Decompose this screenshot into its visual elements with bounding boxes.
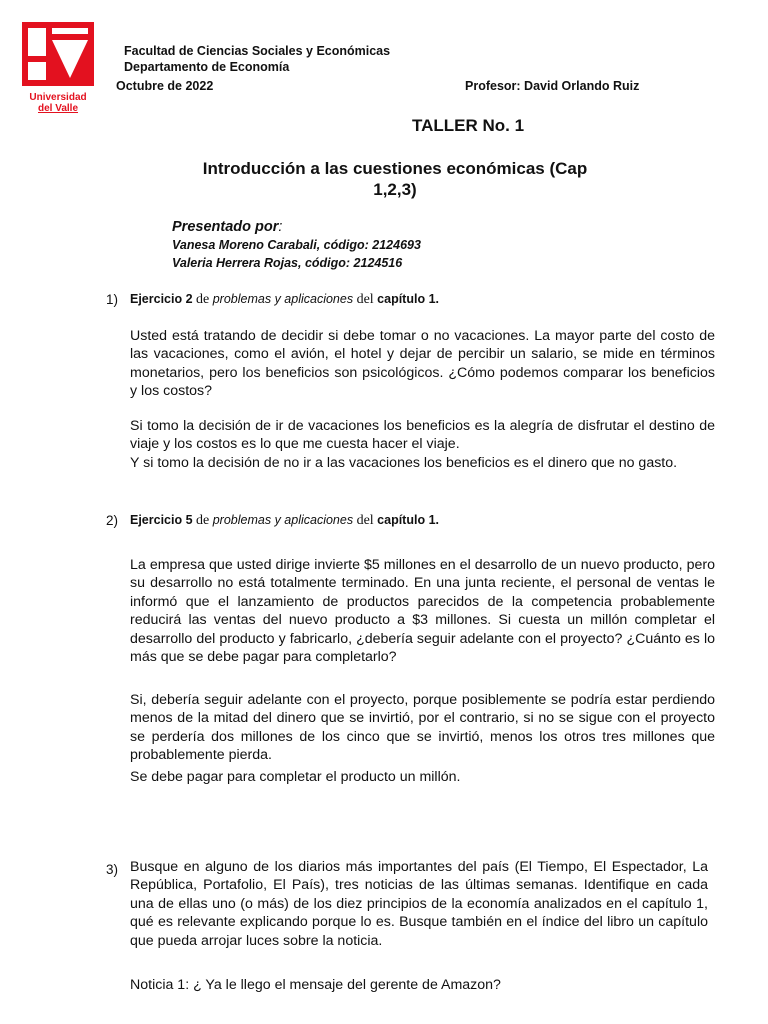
question-2-answer-line2: Se debe pagar para completar el producto un millón. [130, 768, 461, 785]
student-2: Valeria Herrera Rojas, código: 2124516 [172, 256, 403, 270]
question-1-exercise: Ejercicio 2 [130, 292, 193, 306]
question-2-source: problemas y aplicaciones [212, 513, 354, 527]
question-3-note: Noticia 1: ¿ Ya le llego el mensaje del gerente de Amazon? [130, 977, 501, 993]
question-3-number: 3) [106, 862, 119, 877]
professor-name: Profesor: David Orlando Ruiz [465, 79, 640, 93]
question-2-del: del [356, 513, 374, 528]
logo-text-line1: Universidad [29, 92, 87, 103]
question-3-prompt: Busque en alguno de los diarios más importantes del país (El Tiempo, El Espectador, La República, Portafolio, El País), tres noticias de las últimas semanas. Identifique en cada una de ellas uno (o más) de los diez principios de la economía analizados en el capítulo 1, qué es relevante explicando porque lo es. Busque también en el índice del libro un capítulo que pueda arrojar luces sobre la noticia. [130, 859, 708, 949]
faculty-name: Facultad de Ciencias Sociales y Económicas [124, 44, 391, 58]
univalle-logo-icon [22, 22, 94, 86]
question-2-answer [130, 691, 715, 786]
question-1-answer-line2: Y si tomo la decisión de no ir a las vacaciones los beneficios es el dinero que no gasto. [130, 454, 678, 471]
department-name: Departamento de Economía [124, 60, 290, 74]
page-subtitle: Introducción a las cuestiones económicas (Cap 1,2,3) [202, 159, 588, 199]
question-2-chapter: capítulo 1. [377, 513, 439, 527]
question-2-exercise: Ejercicio 5 [130, 513, 193, 527]
question-2-heading [130, 513, 439, 529]
logo-text-line2: del Valle [37, 103, 79, 114]
question-1-answer [130, 417, 715, 472]
presented-by-colon: : [278, 219, 283, 235]
question-2-answer-line1: Si, debería seguir adelante con el proyecto, porque posiblemente se podría estar perdiendo menos de la mitad del dinero que se invirtió, por el contrario, si no se sigue con el proyecto se perdería dos millones de los cinco que se invirtió, menos los otros tres millones que probablemente pierda. [130, 692, 715, 764]
question-1-number: 1) [106, 292, 119, 307]
question-1-heading [130, 292, 439, 308]
question-2-number: 2) [106, 513, 119, 528]
question-1-chapter: capítulo 1. [377, 292, 439, 306]
page-title: TALLER No. 1 [411, 116, 525, 135]
presented-by-text: Presentado por [172, 219, 279, 235]
question-2-de: de [196, 513, 210, 528]
question-2-prompt [130, 556, 715, 666]
question-1-prompt [130, 327, 715, 401]
university-logo [22, 22, 94, 114]
question-1-source: problemas y aplicaciones [212, 292, 354, 306]
question-1-prompt-text: Usted está tratando de decidir si debe tomar o no vacaciones. La mayor parte del costo de las vacaciones, como el avión, el hotel y dejar de percibir un salario, se mide en términos monetarios, pero los beneficios son psicológicos. ¿Cómo podemos comparar los beneficios y los costos? [130, 328, 715, 400]
document-date: Octubre de 2022 [116, 79, 214, 93]
question-2-prompt-text: La empresa que usted dirige invierte $5 millones en el desarrollo de un nuevo producto, pero su desarrollo no está totalmente terminado. En una junta reciente, el personal de ventas le informó que el lanzamiento de productos parecidos de la competencia probablemente reducirá las ventas del nuevo producto a $3 millones. Si cuesta un millón completar el desarrollo del producto y fabricarlo, ¿debería seguir adelante con el proyecto? ¿Cuánto es lo más que se debe pagar para completarlo? [130, 557, 715, 666]
student-1: Vanesa Moreno Carabali, código: 2124693 [172, 238, 421, 252]
question-1-de: de [196, 292, 210, 307]
presented-by-label [172, 219, 282, 235]
question-1-answer-line1: Si tomo la decisión de ir de vacaciones los beneficios es la alegría de disfrutar el destino de viaje y los costos es lo que me cuesta hacer el viaje. [130, 418, 715, 453]
question-1-del: del [356, 292, 374, 307]
